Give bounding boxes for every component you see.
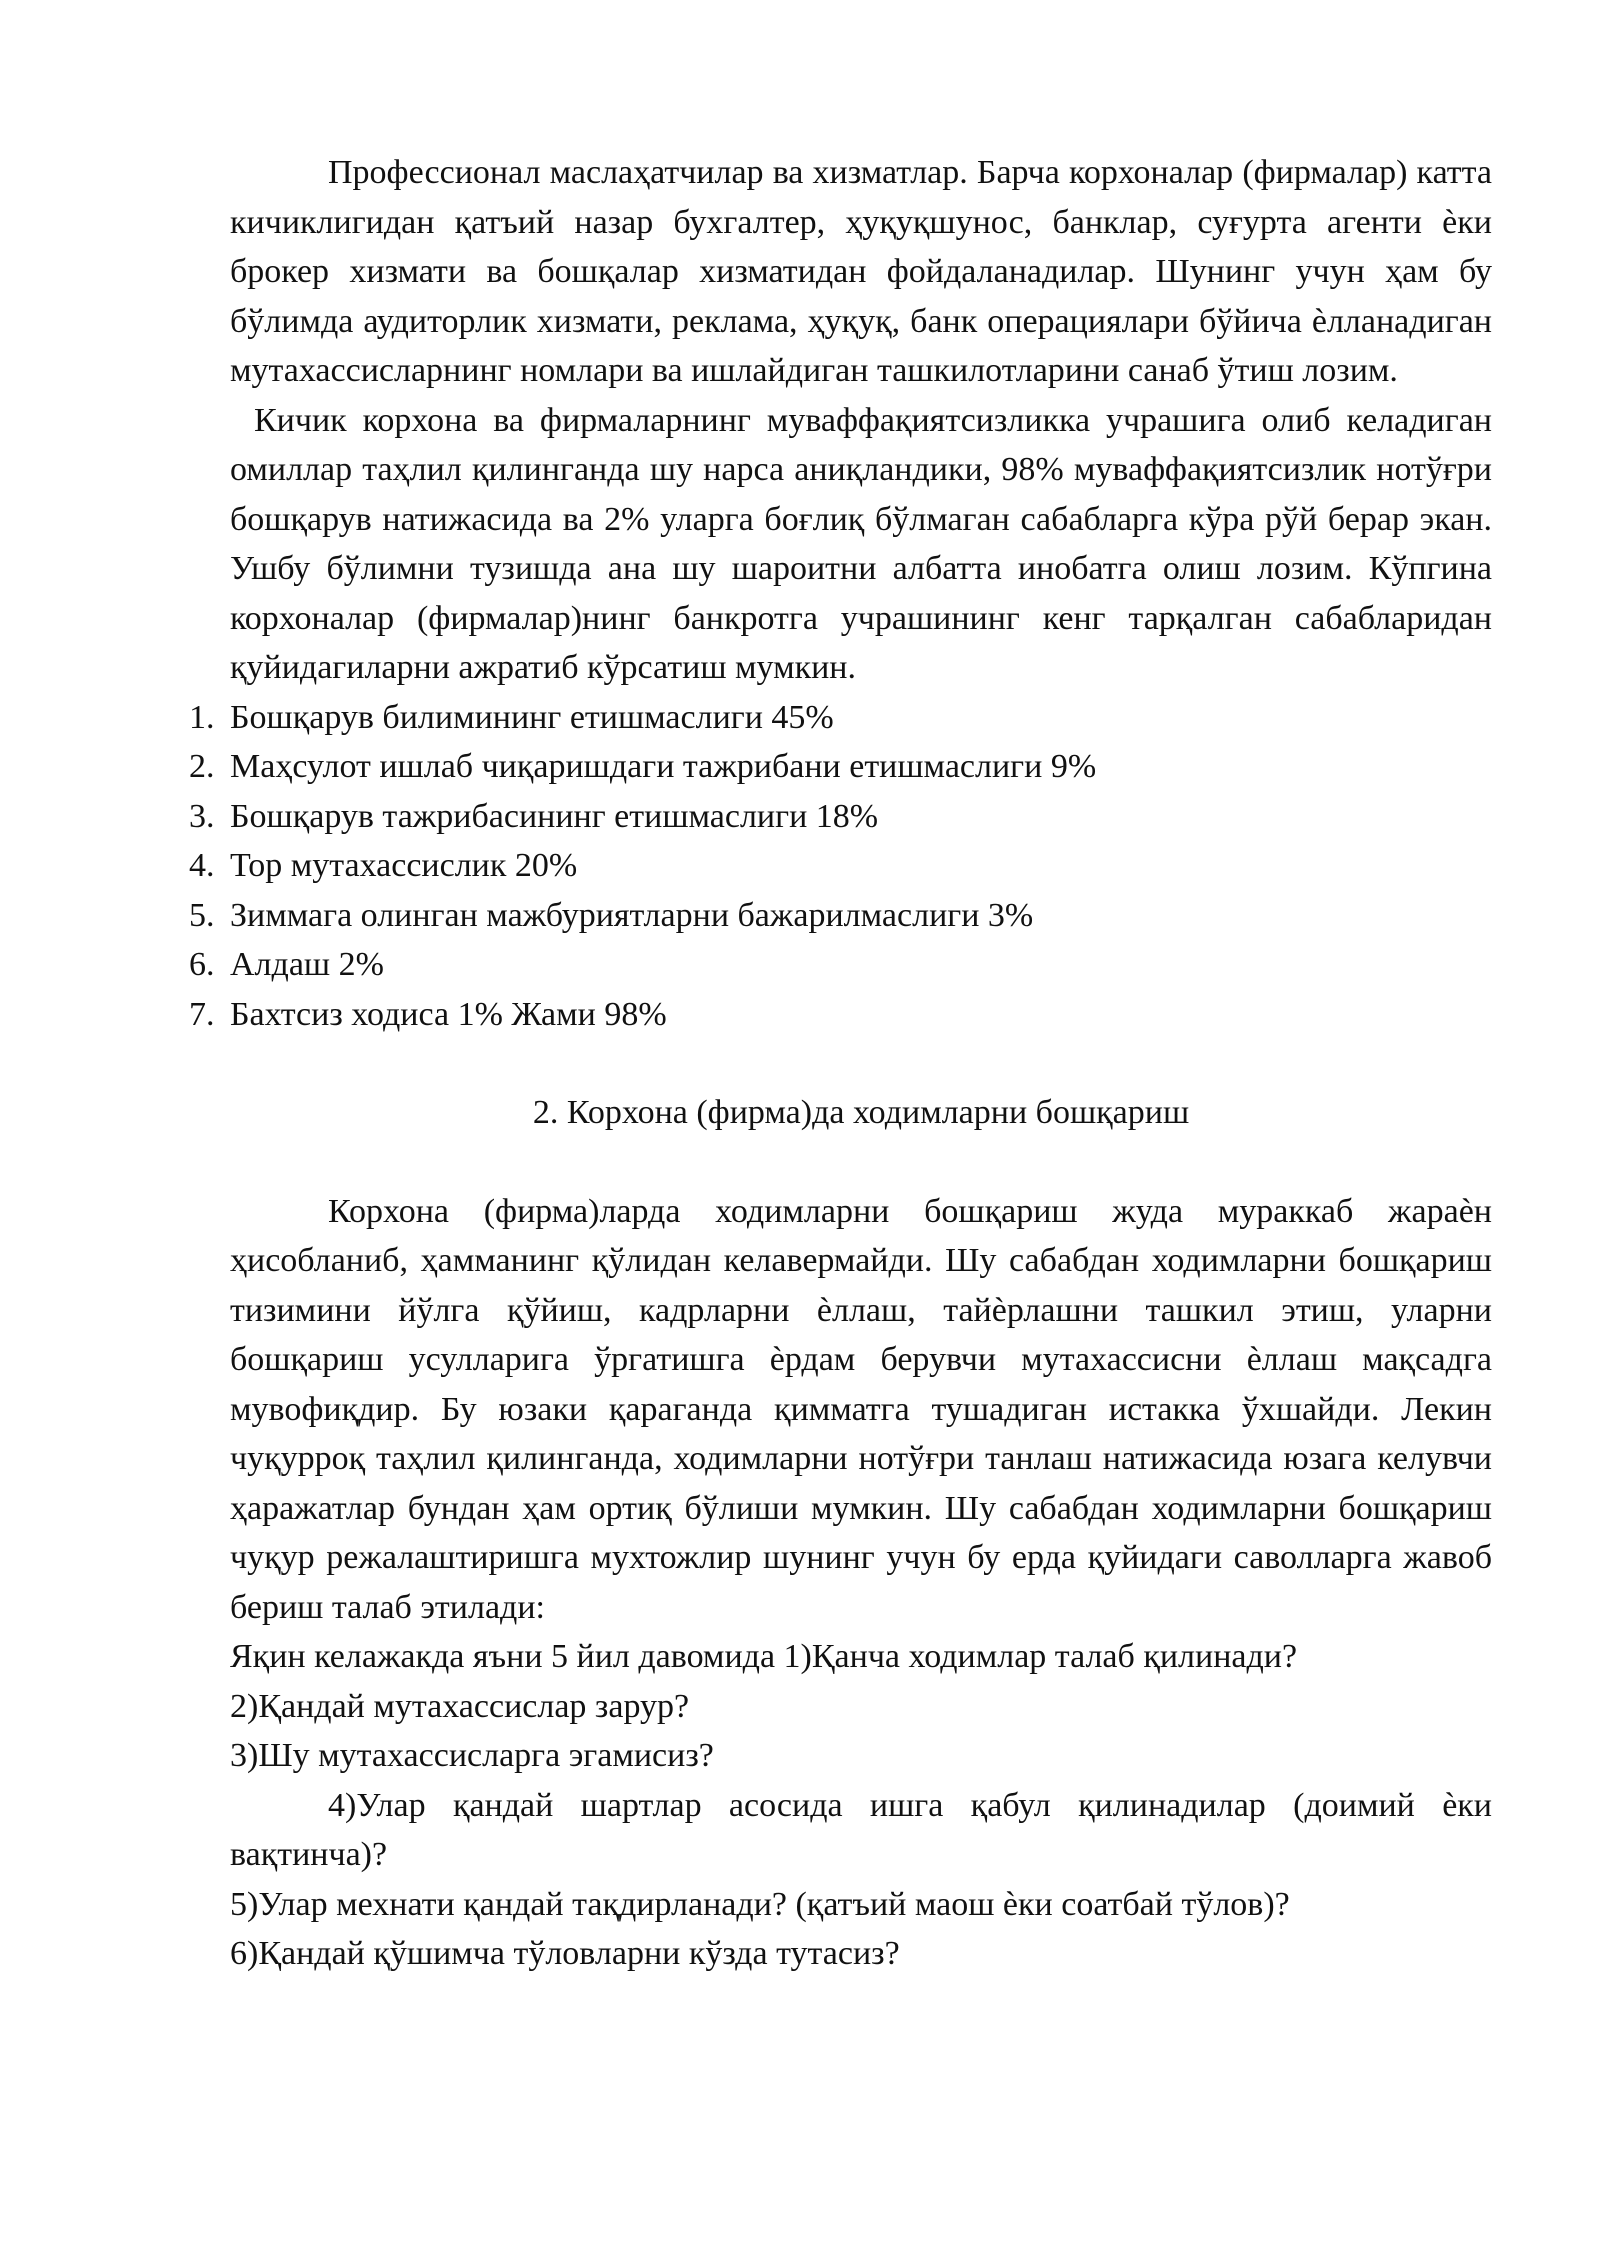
document-body	[189, 148, 1492, 1979]
section-heading: 2. Корхона (фирма)да ходимларни бошқариш	[532, 1094, 1190, 1131]
list-item: 1. Бошқарув билимининг етишмаслиги 45%	[189, 698, 834, 736]
paragraph-consultants: Профессионал маслаҳатчилар ва хизматлар. Барча корхоналар (фирмалар) катта кичиклигидан қатъий назар бухгалтер, ҳуқуқшунос, банклар, суғурта агенти ѐки брокер хизмати ва бошқалар хизматидан фойдаланадилар. Шунинг учун ҳам бу бўлимда аудиторлик хизмати, реклама, ҳуқуқ, банк операциялари бўйича ѐлланадиган мутахассисларнинг номлари ва ишлайдиган ташкилотларини санаб ўтиш лозим.	[230, 154, 1492, 389]
question-4: 4)Улар қандай шартлар асосида ишга қабул қилинадилар (доимий ѐки вақтинча)?	[230, 1786, 1492, 1873]
paragraph-staff-management: Корхона (фирма)ларда ходимларни бошқариш жуда мураккаб жараѐн ҳисобланиб, ҳамманинг қўлидан келавермайди. Шу сабабдан ходимларни бошқариш тизимини йўлга қўйиш, кадрларни ѐллаш, тайѐрлашни ташкил этиш, уларни бошқариш усулларига ўргатишга ѐрдам берувчи мутахассисни ѐллаш мақсадга мувофиқдир. Бу юзаки қараганда қимматга тушадиган истакка ўхшайди. Лекин чуқурроқ таҳлил қилинганда, ходимларни нотўғри танлаш натижасида юзага келувчи ҳаражатлар бундан ҳам ортиқ бўлиши мумкин. Шу сабабдан ходимларни бошқариш чуқур режалаштиришга мухтожлир шунинг учун бу ерда қуйидаги саволларга жавоб бериш талаб этилади:	[230, 1192, 1492, 1626]
question-2: 2)Қандай мутахассислар зарур?	[230, 1687, 690, 1725]
question-5: 5)Улар мехнати қандай тақдирланади? (қатъий маош ѐки соатбай тўлов)?	[230, 1885, 1290, 1923]
question-1: Яқин келажакда яъни 5 йил давомида 1)Қанча ходимлар талаб қилинади?	[230, 1638, 1298, 1675]
question-6: 6)Қандай қўшимча тўловларни кўзда тутасиз?	[230, 1935, 900, 1972]
list-item: 6. Алдаш 2%	[189, 946, 384, 983]
list-item: 3. Бошқарув тажрибасининг етишмаслиги 18%	[189, 797, 879, 835]
bankruptcy-reasons-list	[189, 693, 1492, 1040]
list-item: 2. Маҳсулот ишлаб чиқаришдаги тажрибани етишмаслиги 9%	[189, 748, 1097, 785]
question-3: 3)Шу мутахассисларга эгамисиз?	[230, 1737, 714, 1774]
list-item: 7. Бахтсиз ходиса 1% Жами 98%	[189, 995, 667, 1033]
paragraph-failure-factors: Кичик корхона ва фирмаларнинг муваффақиятсизликка учрашига олиб келадиган омиллар таҳлил қилинганда шу нарса аниқландики, 98% муваффақиятсизлик нотўғри бошқарув натижасида ва 2% уларга боғлиқ бўлмаган сабабларга кўра рўй берар экан. Ушбу бўлимни тузишда ана шу шароитни албатта инобатга олиш лозим. Кўпгина корхоналар (фирмалар)нинг банкротга учрашининг кенг тарқалган сабабларидан қуйидагиларни ажратиб кўрсатиш мумкин.	[230, 401, 1492, 686]
list-item: 5. Зиммага олинган мажбуриятларни бажарилмаслиги 3%	[189, 896, 1034, 934]
list-item: 4. Тор мутахассислик 20%	[189, 847, 578, 884]
